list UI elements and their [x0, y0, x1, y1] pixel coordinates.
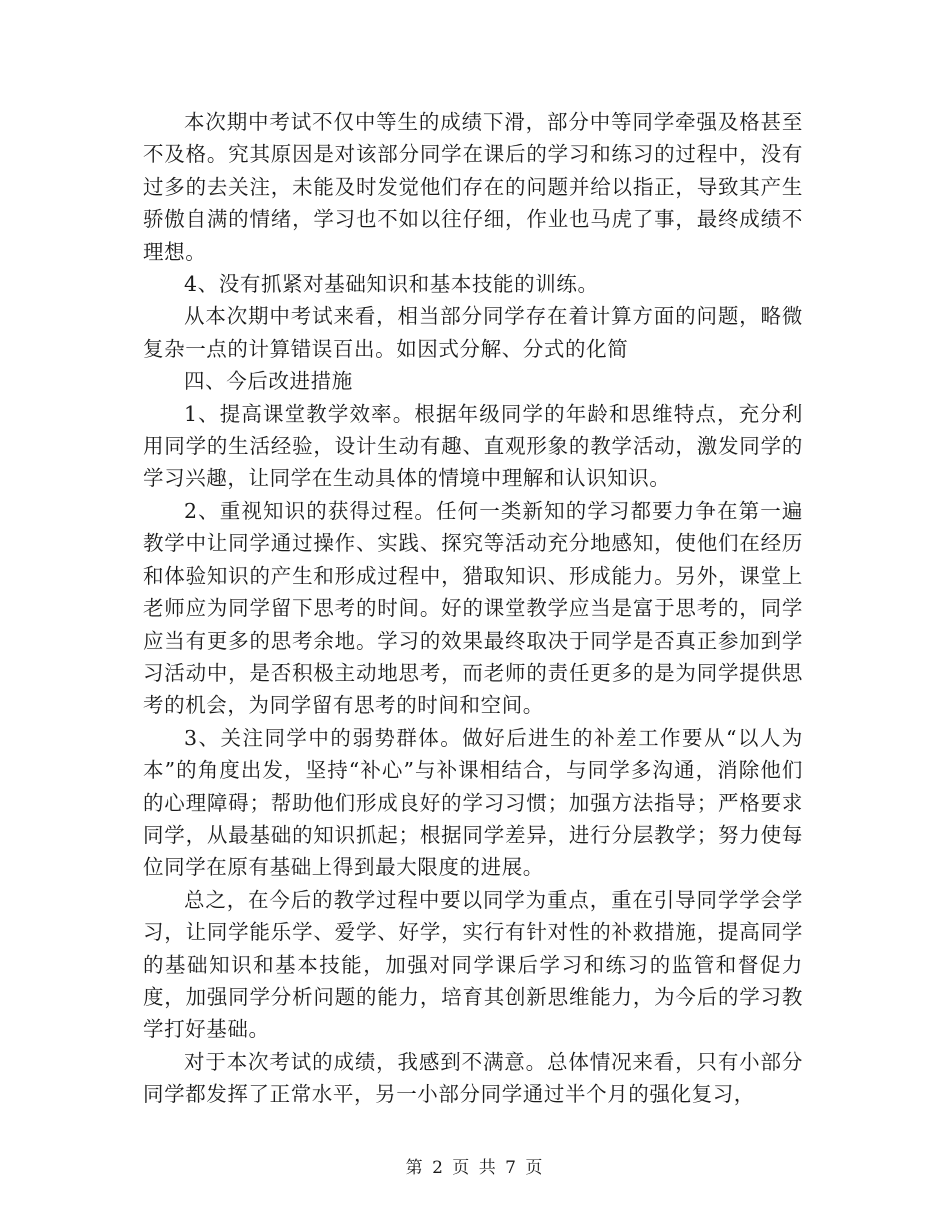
- section-heading-improvement-measures: 四、今后改进措施: [184, 369, 353, 394]
- document-body: [143, 106, 803, 1111]
- paragraph-measure-3: 3、关注同学中的弱势群体。做好后进生的补差工作要从“以人为本”的角度出发，坚持“补心”与补课相结合，与同学多沟通，消除他们的心理障碍；帮助他们形成良好的学习习惯；加强方法指导；严格要求同学，从最基础的知识抓起；根据同学差异，进行分层教学；努力使每位同学在原有基础上得到最大限度的进展。: [143, 725, 803, 880]
- paragraph-midterm-decline: 本次期中考试不仅中等生的成绩下滑，部分中等同学牵强及格甚至不及格。究其原因是对该部分同学在课后的学习和练习的过程中，没有过多的去关注，未能及时发觉他们存在的问题并给以指正，导致其产生骄傲自满的情绪，学习也不如以往仔细，作业也马虎了事，最终成绩不理想。: [143, 110, 803, 264]
- paragraph-measure-1: 1、提高课堂教学效率。根据年级同学的年龄和思维特点，充分利用同学的生活经验，设计生动有趣、直观形象的教学活动，激发同学的学习兴趣，让同学在生动具体的情境中理解和认识知识。: [143, 401, 803, 491]
- paragraph-summary: 总之，在今后的教学过程中要以同学为重点，重在引导同学学会学习，让同学能乐学、爱学、好学，实行有针对性的补救措施，提高同学的基础知识和基本技能，加强对同学课后学习和练习的监管和督促力度，加强同学分析问题的能力，培育其创新思维能力，为今后的学习教学打好基础。: [143, 887, 803, 1042]
- paragraph-exam-reflection: 对于本次考试的成绩，我感到不满意。总体情况来看，只有小部分同学都发挥了正常水平，另一小部分同学通过半个月的强化复习，: [143, 1049, 803, 1107]
- paragraph-calculation-issues: 从本次期中考试来看，相当部分同学存在着计算方面的问题，略微复杂一点的计算错误百出。如因式分解、分式的化简: [143, 304, 803, 361]
- paragraph-measure-2: 2、重视知识的获得过程。任何一类新知的学习都要力争在第一遍教学中让同学通过操作、实践、探究等活动充分地感知，使他们在经历和体验知识的产生和形成过程中，猎取知识、形成能力。另外，课堂上老师应为同学留下思考的时间。好的课堂教学应当是富于思考的，同学应当有更多的思考余地。学习的效果最终取决于同学是否真正参加到学习活动中，是否积极主动地思考，而老师的责任更多的是为同学提供思考的机会，为同学留有思考的时间和空间。: [143, 498, 803, 718]
- page-number-footer: 第 2 页 共 7 页: [405, 1158, 545, 1178]
- paragraph-point-4-heading: 4、没有抓紧对基础知识和基本技能的训练。: [184, 272, 599, 297]
